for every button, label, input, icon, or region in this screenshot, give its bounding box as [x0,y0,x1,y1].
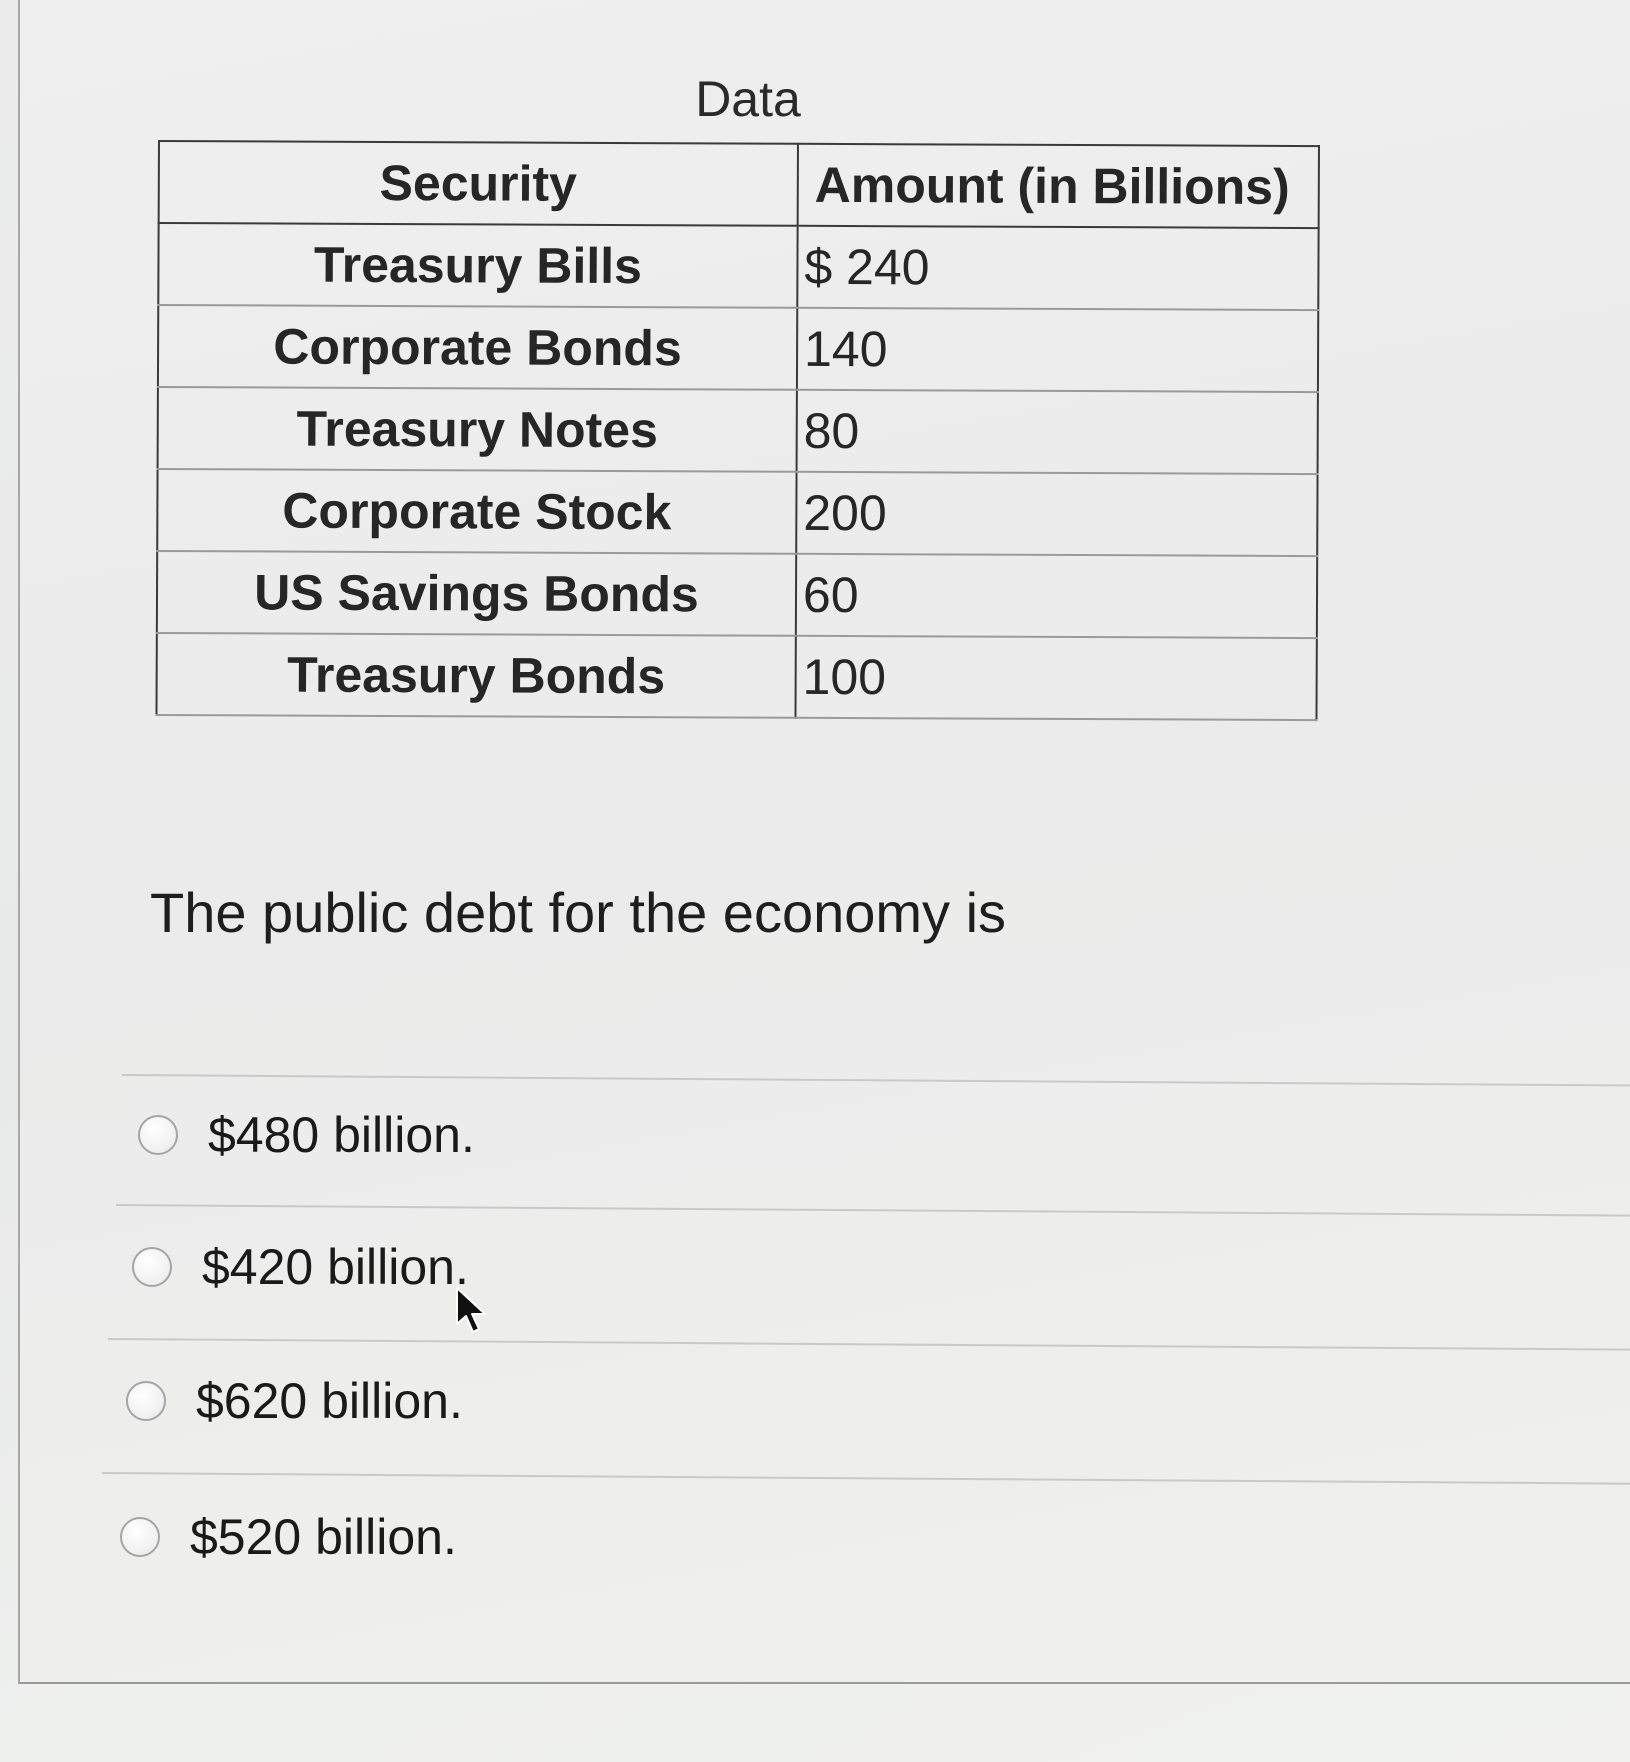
table-row [157,551,1317,638]
table-title: Data [695,71,801,127]
cell-security: Treasury Bills [158,223,797,308]
option-label: $520 billion. [190,1509,457,1565]
question-panel [18,0,1630,1684]
divider [116,1204,1630,1217]
table-row [158,387,1318,474]
answer-option-2[interactable] [132,1238,469,1296]
cell-security: Corporate Stock [157,469,796,554]
divider [108,1338,1630,1351]
cell-security: US Savings Bonds [157,551,796,636]
cell-amount: 200 [796,472,1317,556]
cell-amount: 60 [796,554,1317,638]
radio-button[interactable] [126,1381,166,1421]
radio-button[interactable] [120,1517,160,1557]
table-row [158,305,1318,392]
cell-security: Treasury Bonds [156,633,795,718]
option-label: $480 billion. [208,1107,475,1163]
cell-amount: $ 240 [797,226,1318,310]
option-label: $620 billion. [196,1373,463,1429]
securities-table [155,140,1320,721]
divider [102,1472,1630,1485]
header-amount: Amount (in Billions) [798,144,1319,228]
table-row [157,469,1317,556]
arrow-pointer-icon [455,1286,489,1336]
table-row [156,633,1316,720]
cell-security: Treasury Notes [158,387,797,472]
divider [122,1074,1630,1087]
question-text: The public debt for the economy is [150,881,1007,944]
answer-option-1[interactable] [138,1106,475,1164]
answer-option-4[interactable] [120,1508,457,1566]
table-header-row [159,141,1319,228]
answer-option-3[interactable] [126,1372,463,1430]
header-security: Security [159,141,798,226]
cell-amount: 140 [797,308,1318,392]
cell-amount: 100 [795,636,1316,720]
radio-button[interactable] [132,1247,172,1287]
option-label: $420 billion. [202,1239,469,1295]
table-row [158,223,1318,310]
radio-button[interactable] [138,1115,178,1155]
cell-amount: 80 [796,390,1317,474]
cell-security: Corporate Bonds [158,305,797,390]
